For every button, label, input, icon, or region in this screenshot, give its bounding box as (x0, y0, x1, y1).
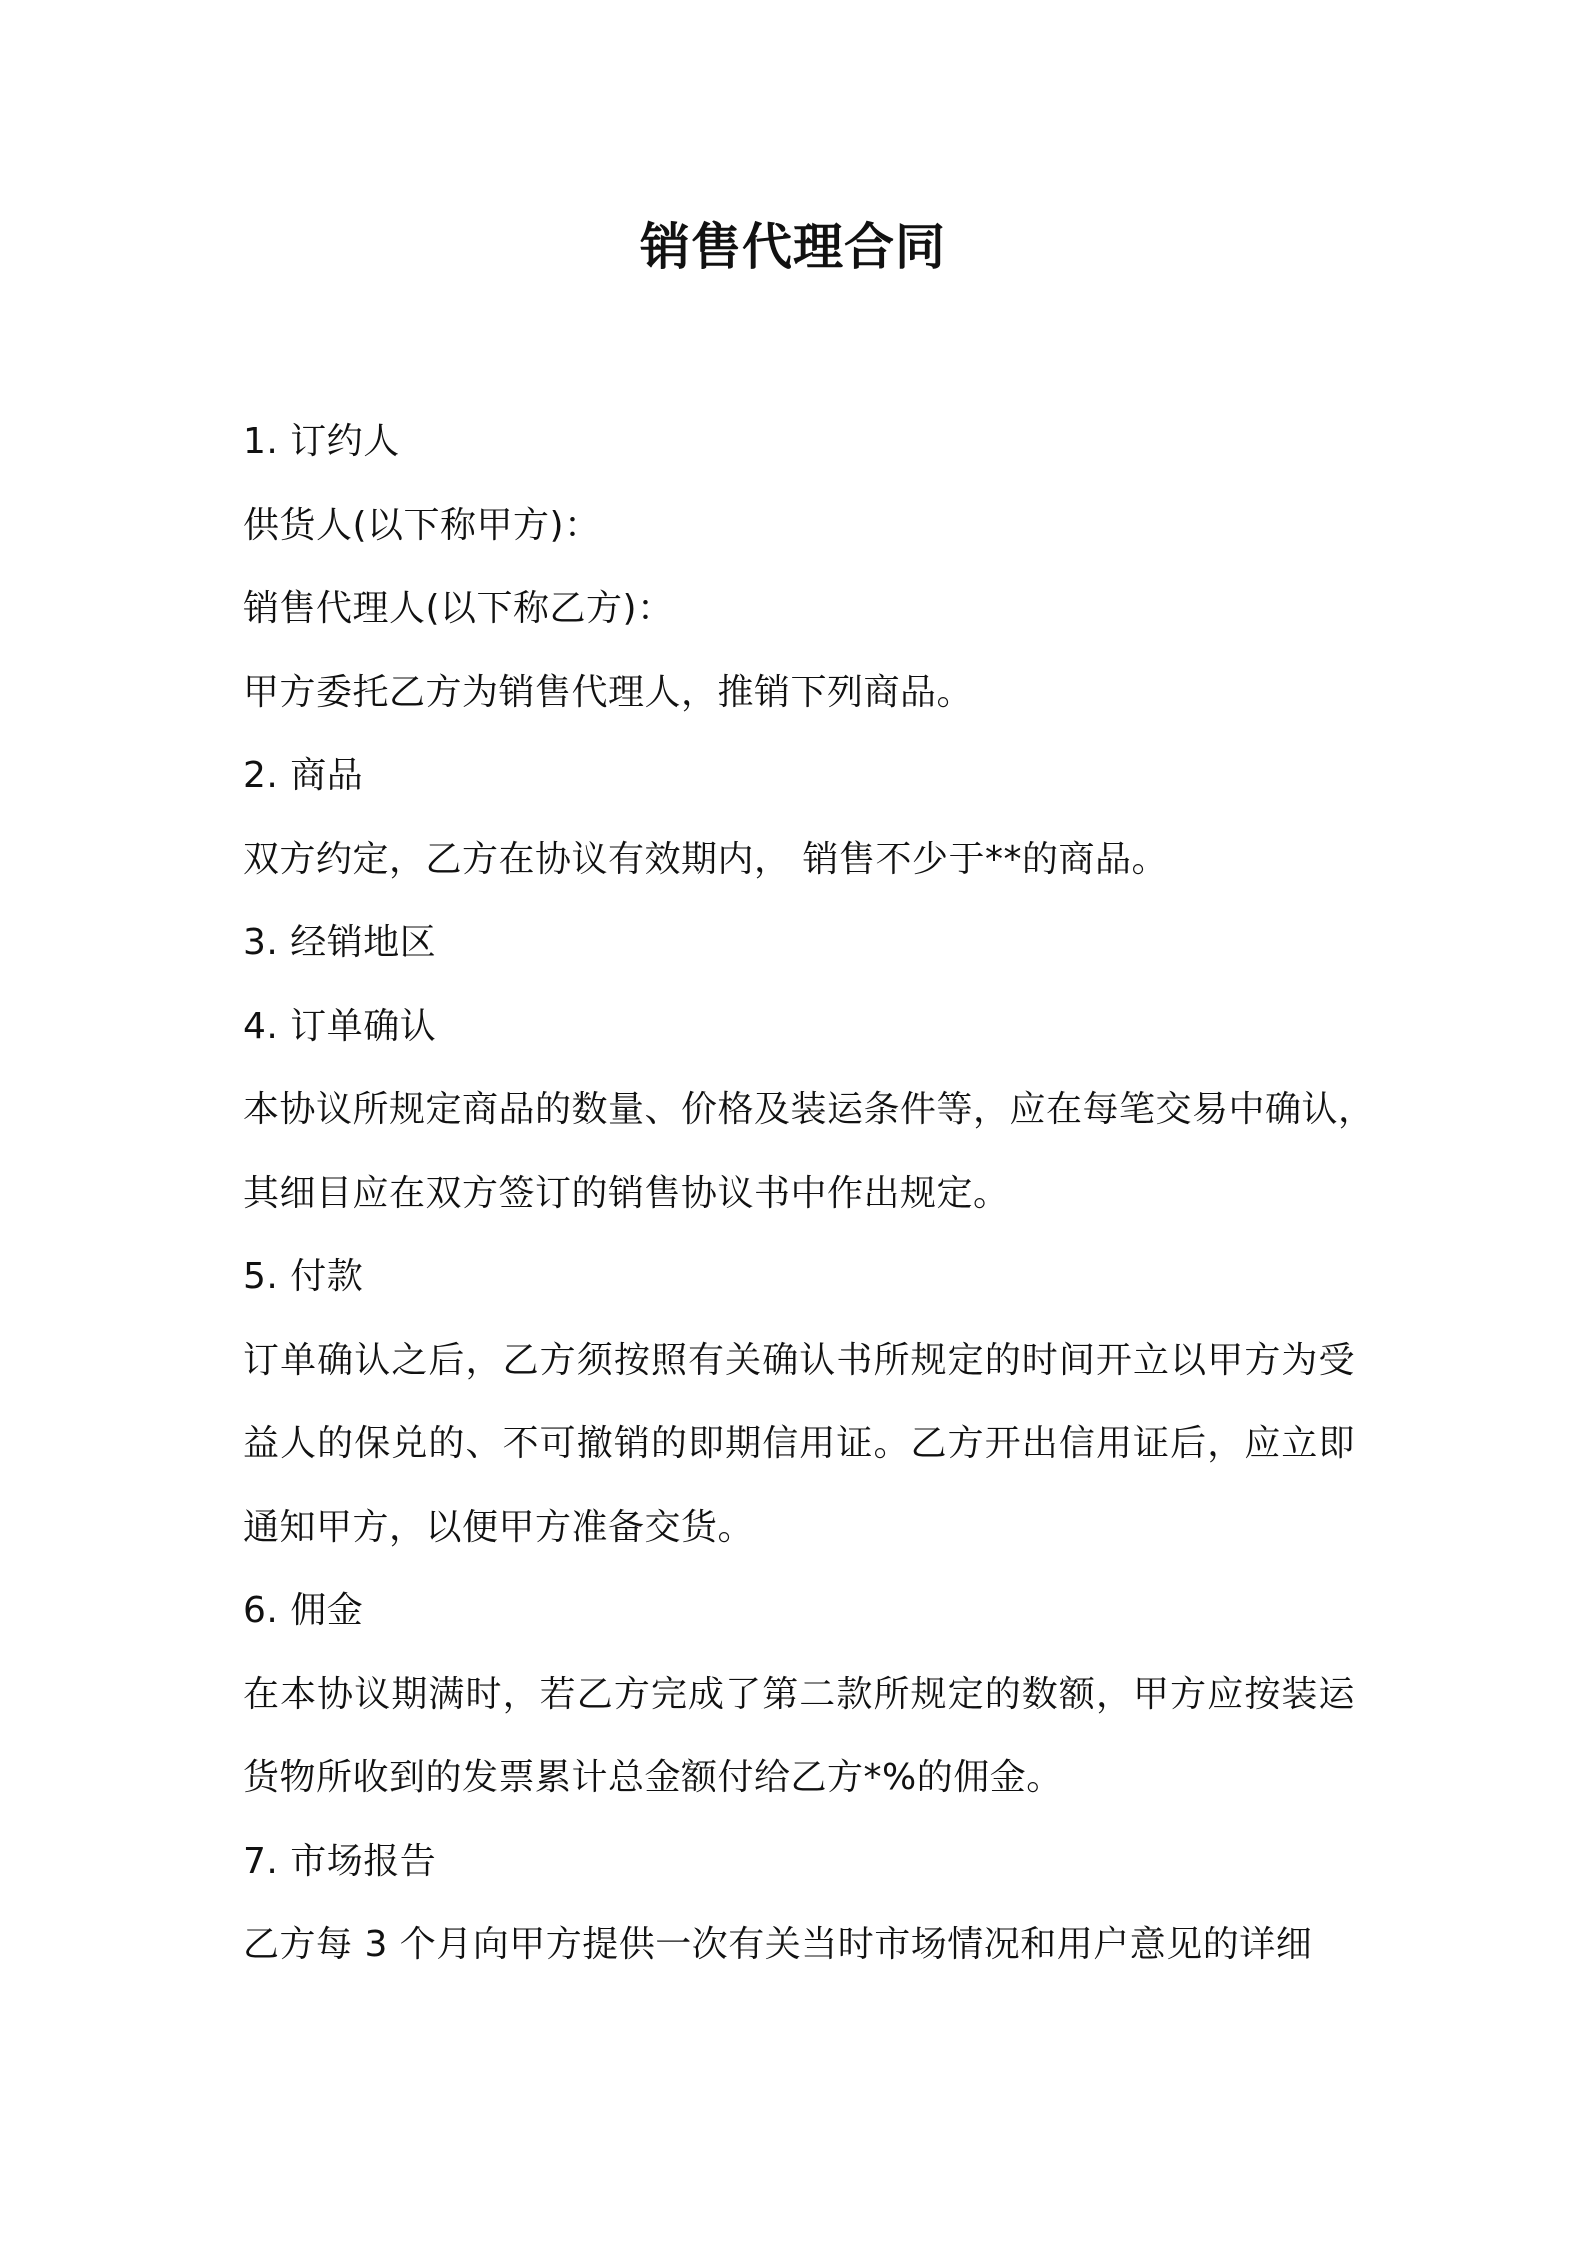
section-heading: 2. 商品 (243, 755, 364, 796)
section-heading: 1. 订约人 (243, 421, 400, 462)
paragraph-line: 双方约定，乙方在协议有效期内， 销售不少于**的商品。 (243, 838, 1168, 880)
paragraph-line: 在本协议期满时，若乙方完成了第二款所规定的数额，甲方应按装运 (243, 1673, 1355, 1715)
document-body (243, 400, 1375, 1987)
paragraph-line: 货物所收到的发票累计总金额付给乙方*%的佣金。 (243, 1757, 1063, 1798)
document-title: 销售代理合同 (640, 218, 946, 276)
paragraph-line: 甲方委托乙方为销售代理人，推销下列商品。 (243, 671, 974, 713)
paragraph-line: 订单确认之后，乙方须按照有关确认书所规定的时间开立以甲方为受 (243, 1339, 1355, 1381)
paragraph-line: 销售代理人(以下称乙方)： (243, 588, 674, 629)
paragraph-line: 乙方每 3 个月向甲方提供一次有关当时市场情况和用户意见的详细 (243, 1924, 1313, 1965)
paragraph-line: 其细目应在双方签订的销售协议书中作出规定。 (243, 1172, 1010, 1214)
section-heading: 6. 佣金 (243, 1590, 364, 1631)
section-heading: 5. 付款 (243, 1256, 364, 1297)
section-heading: 3. 经销地区 (243, 922, 437, 963)
paragraph-line: 本协议所规定商品的数量、价格及装运条件等，应在每笔交易中确认， (243, 1089, 1375, 1130)
section-heading: 7. 市场报告 (243, 1840, 437, 1882)
paragraph-line: 益人的保兑的、不可撤销的即期信用证。乙方开出信用证后，应立即 (243, 1423, 1355, 1464)
section-heading: 4. 订单确认 (243, 1005, 437, 1047)
paragraph-line: 供货人(以下称甲方)： (243, 504, 601, 546)
paragraph-line: 通知甲方，以便甲方准备交货。 (243, 1506, 755, 1548)
